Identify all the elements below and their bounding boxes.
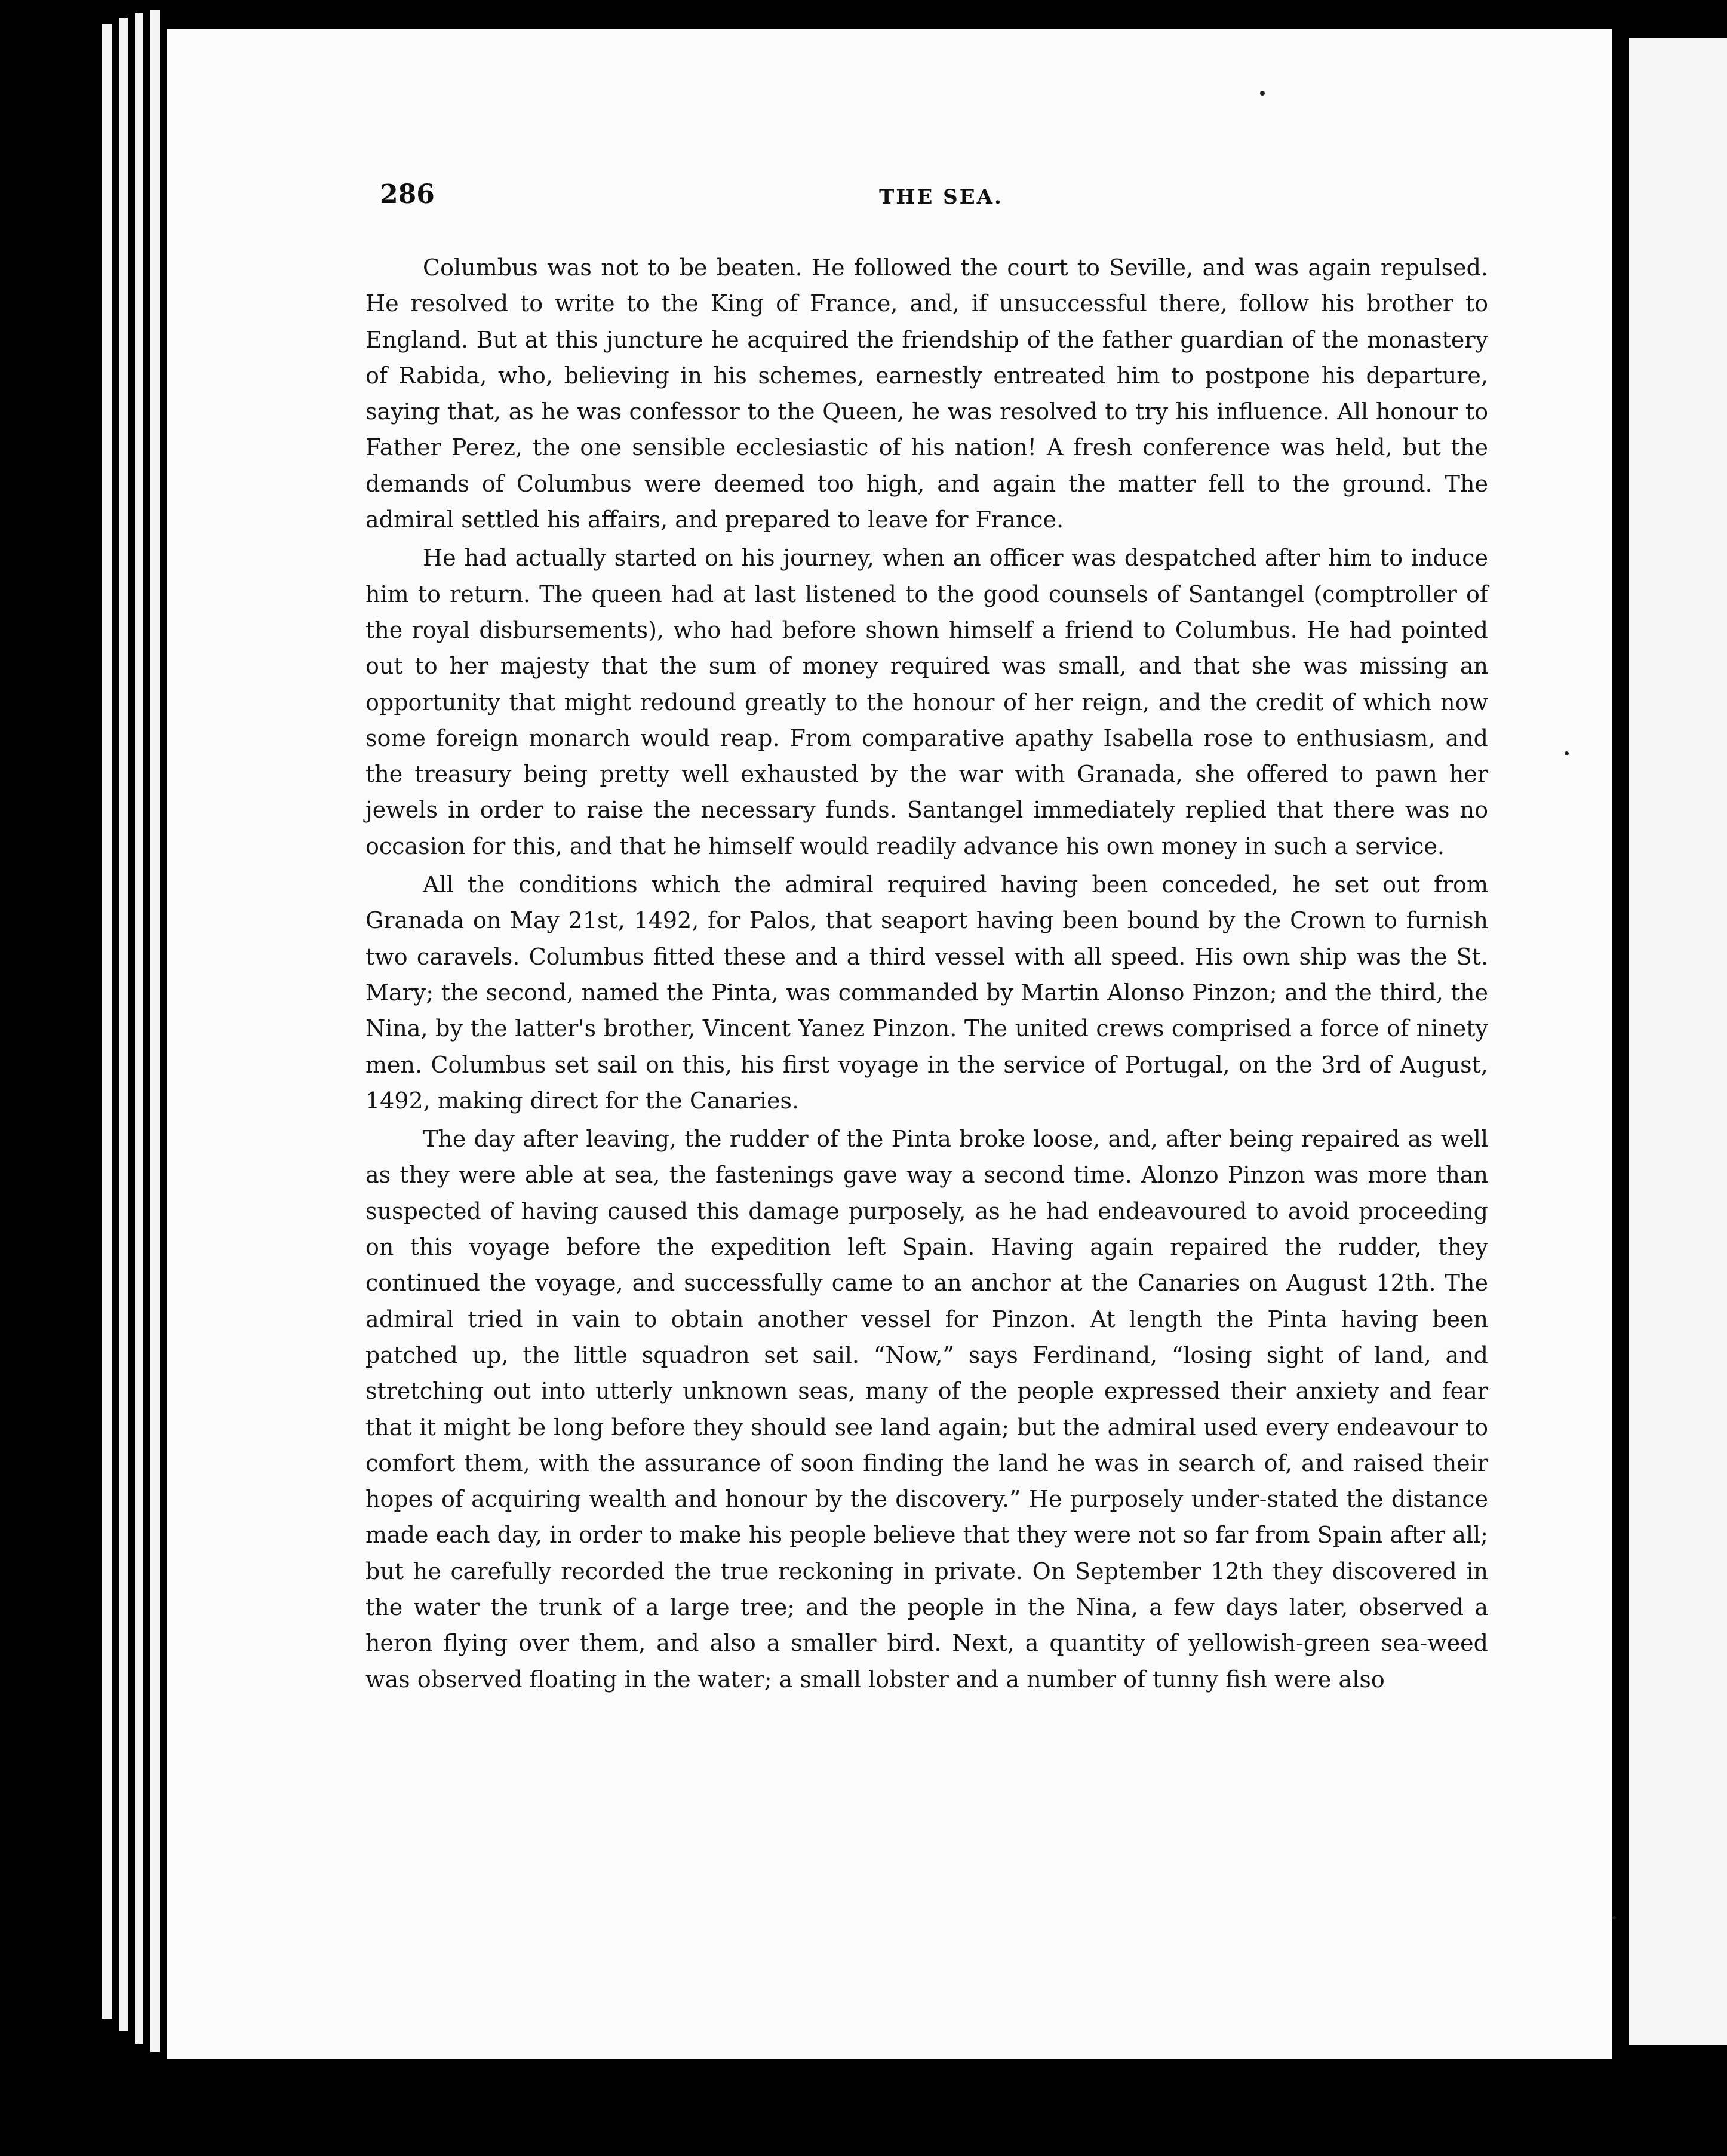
page-edge — [119, 18, 128, 2031]
page-header — [380, 179, 1491, 215]
scan-speck — [1260, 91, 1265, 96]
scan-speck — [1565, 751, 1569, 755]
body-text — [365, 250, 1488, 1697]
page-edge — [150, 10, 160, 2052]
paragraph: All the conditions which the admiral required having been conceded, he set out from Granada on May 21st, 1492, for Palos, that seaport having been bound by the Crown to furnish two caravels. Columbus fitted these and a third vessel with all speed. His own ship was the St. Mary; the second, named the Pinta, was commanded by Martin Alonso Pinzon; and the third, the Nina, by the latter's brother, Vincent Yanez Pinzon. The united crews comprised a force of ninety men. Columbus set sail on this, his first voyage in the service of Portugal, on the 3rd of August, 1492, making direct for the Canaries. — [365, 871, 1488, 1114]
adjacent-page-edge — [1629, 38, 1727, 2045]
paragraph: The day after leaving, the rudder of the Pinta broke loose, and, after being repaired as well as they were able at sea, the fastenings gave way a second time. Alonzo Pinzon was more than suspected of having caused this damage purposely, as he had endeavoured to avoid proceeding on this voyage before the expedition left Spain. Having again repaired the rudder, they continued the voyage, and successfully came to an anchor at the Canaries on August 12th. The admiral tried in vain to obtain another vessel for Pinzon. At length the Pinta having been patched up, the little squadron set sail. “Now,” says Ferdinand, “losing sight of land, and stretching out into utterly unknown seas, many of the people expressed their anxiety and fear that it might be long before they should see land again; but the admiral used every endeavour to comfort them, with the assurance of soon finding the land he was in search of, and raised their hopes of acquiring wealth and honour by the discovery.” He purposely under-stated the distance made each day, in order to make his people believe that they were not so far from Spain after all; but he carefully recorded the true reckoning in private. On September 12th they discovered in the water the trunk of a large tree; and the people in the Nina, a few days later, observed a heron flying over them, and also a smaller bird. Next, a quantity of yellowish-green sea-weed was observed floating in the water; a small lobster and a number of tunny fish were also — [365, 1126, 1488, 1693]
scan-speck — [1612, 1916, 1616, 1919]
paragraph: Columbus was not to be beaten. He followed the court to Seville, and was again repulsed. He resolved to write to the King of France, and, if unsuccessful there, follow his brother to England. But at this juncture he acquired the friendship of the father guardian of the monastery of Rabida, who, believing in his schemes, earnestly entreated him to postpone his departure, saying that, as he was confessor to the Queen, he was resolved to try his influence. All honour to Father Perez, the one sensible ecclesiastic of his nation! A fresh conference was held, but the demands of Columbus were deemed too high, and again the matter fell to the ground. The admiral settled his affairs, and prepared to leave for France. — [365, 254, 1488, 533]
paragraph: He had actually started on his journey, when an officer was despatched after him to induce him to return. The queen had at last listened to the good counsels of Santangel (comptroller of the royal disbursements), who had before shown himself a friend to Columbus. He had pointed out to her majesty that the sum of money required was small, and that she was missing an opportunity that might redound greatly to the honour of her reign, and the credit of which now some foreign monarch would reap. From comparative apathy Isabella rose to enthusiasm, and the treasury being pretty well exhausted by the war with Granada, she offered to pawn her jewels in order to raise the necessary funds. Santangel immediately replied that there was no occasion for this, and that he himself would readily advance his own money in such a service. — [365, 545, 1488, 859]
page-edge — [135, 13, 143, 2044]
page-edge — [102, 24, 112, 2019]
running-head: THE SEA. — [879, 185, 1003, 209]
page-number: 286 — [380, 179, 435, 210]
